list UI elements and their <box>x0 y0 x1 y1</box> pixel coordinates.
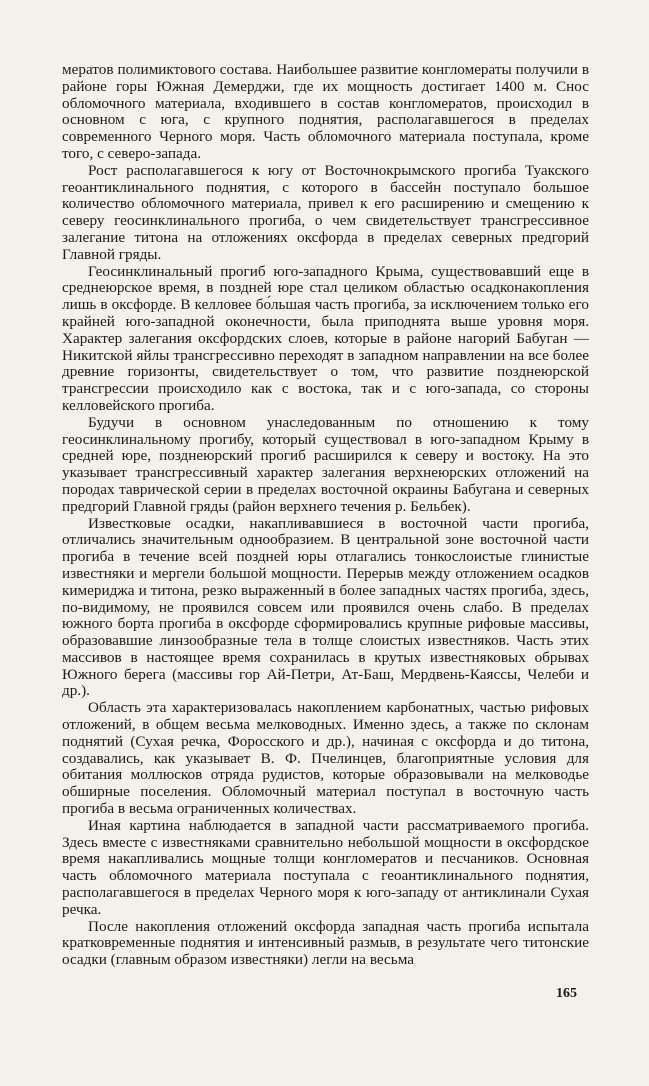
paragraph-3: Геосинклинальный прогиб юго-западного Крыма, существовавший еще в среднеюрское время, в поздней юре стал целиком областью осадконакопления лишь в оксфорде. В келловее бо́льшая часть прогиба, за исключением только его крайней юго-западной оконечности, была приподнята выше уровня моря. Характер залегания оксфордских слоев, которые в районе нагорий Бабуган — Никитской яйлы трансгрессивно переходят в западном направлении на все более древние горизонты, свидетельствует о том, что развитие позднеюрской трансгрессии происходило как с востока, так и с юго-запада, со стороны келловейского прогиба. <box>62 262 589 414</box>
paragraph-5: Известковые осадки, накапливавшиеся в восточной части прогиба, отличались значительным однообразием. В центральной зоне восточной части прогиба в течение всей поздней юры отлагались тонкослоистые глинистые известняки и мергели большой мощности. Перерыв между отложением осадков кимериджа и титона, резко выраженный в более западных частях прогиба, здесь, по-видимому, не проявился совсем или проявился очень слабо. В пределах южного борта прогиба в оксфорде сформировались крупные рифовые массивы, образовавшие линзообразные тела в толще слоистых известняков. Часть этих массивов в настоящее время сохранилась в крутых известняковых обрывах Южного берега (массивы гор Ай-Петри, Ат-Баш, Мердвень-Каяссы, Челеби и др.). <box>62 514 589 700</box>
paragraph-2: Рост располагавшегося к югу от Восточнокрымского прогиба Туакского геоантиклинального поднятия, с которого в бассейн поступало большое количество обломочного материала, привел к его расширению и смещению к северу геосинклинального прогиба, о чем свидетельствует трансгрессивное залегание титона на отложениях оксфорда в пределах северных предгорий Главной гряды. <box>62 161 589 263</box>
paragraph-8: После накопления отложений оксфорда западная часть прогиба испытала кратковременные поднятия и интенсивный размыв, в результате чего титонские осадки (главным образом известняки) легли на весьма <box>62 917 589 969</box>
paragraph-4: Будучи в основном унаследованным по отношению к тому геосинклинальному прогибу, который существовал в юго-западном Крыму в средней юре, позднеюрский прогиб расширился к северу и востоку. На это указывает трансгрессивный характер залегания верхнеюрских отложений на породах таврической серии в пределах восточной окраины Бабугана и северных предгорий Главной гряды (район верхнего течения р. Бельбек). <box>62 413 589 515</box>
paragraph-1: мератов полимиктового состава. Наибольшее развитие конгломераты получили в районе горы Южная Демерджи, где их мощность достигает 1400 м. Снос обломочного материала, входившего в состав конгломератов, происходил в основном с юга, с крупного поднятия, располагавшегося в пределах современного Черного моря. Часть обломочного материала поступала, кроме того, с северо-запада. <box>62 61 589 162</box>
paragraph-7: Иная картина наблюдается в западной части рассматриваемого прогиба. Здесь вместе с известняками сравнительно небольшой мощности в оксфордское время накапливались мощные толщи конгломератов и песчаников. Основная часть обломочного материала поступала с геоантиклинального поднятия, располагавшегося в пределах Черного моря к юго-западу от антиклинали Сухая речка. <box>62 816 589 918</box>
page-number: 165 <box>556 986 577 1001</box>
body-text <box>62 62 589 969</box>
paragraph-6: Область эта характеризовалась накоплением карбонатных, частью рифовых отложений, в общем весьма мелководных. Именно здесь, а также по склонам поднятий (Сухая речка, Форосского и др.), начиная с оксфорда и до титона, создавались, как указывает В. Ф. Пчелинцев, благоприятные условия для обитания моллюсков отряда рудистов, которые образовывали на мелководье обширные поселения. Обломочный материал поступал в восточную часть прогиба в весьма ограниченных количествах. <box>62 699 589 818</box>
